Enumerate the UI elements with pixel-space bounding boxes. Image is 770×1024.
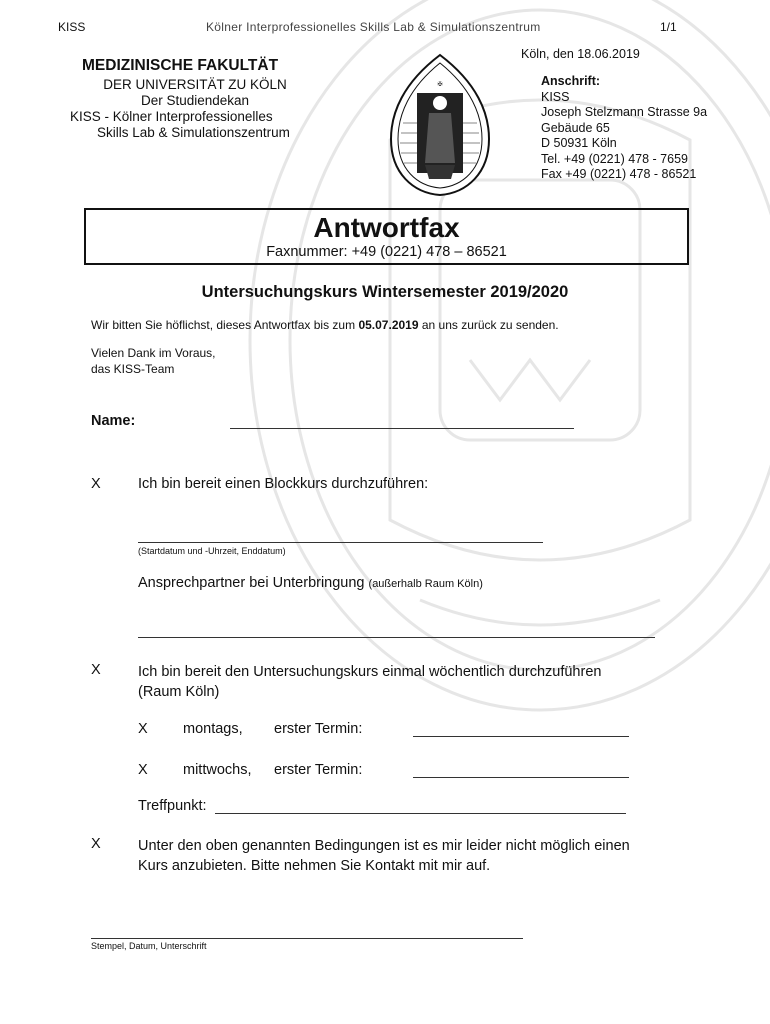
thanks-line-2: das KISS-Team bbox=[91, 361, 175, 376]
signature-caption: Stempel, Datum, Unterschrift bbox=[91, 941, 207, 951]
fax-number: Faxnummer: +49 (0221) 478 – 86521 bbox=[266, 244, 507, 260]
header-center: Kölner Interprofessionelles Skills Lab & Simulationszentrum bbox=[206, 20, 541, 34]
address-block bbox=[541, 74, 707, 183]
request-text bbox=[91, 318, 559, 332]
option-mark[interactable]: X bbox=[91, 476, 101, 492]
decline-line-1: Unter den oben genannten Bedingungen ist es mir leider nicht möglich einen bbox=[138, 838, 630, 854]
address-line: Joseph Stelzmann Strasse 9a bbox=[541, 105, 708, 119]
monday-date-line[interactable] bbox=[413, 736, 629, 737]
fax-title: Antwortfax bbox=[313, 212, 460, 243]
meeting-point-label: Treffpunkt: bbox=[138, 798, 207, 814]
meeting-point-line[interactable] bbox=[215, 813, 626, 814]
contact-note: (außerhalb Raum Köln) bbox=[368, 578, 483, 590]
option-mark[interactable]: X bbox=[138, 721, 148, 737]
address-line: D 50931 Köln bbox=[541, 136, 617, 150]
date-line: Köln, den 18.06.2019 bbox=[521, 47, 640, 61]
option-mark[interactable]: X bbox=[138, 762, 148, 778]
block-course-text: Ich bin bereit einen Blockkurs durchzuführen: bbox=[138, 476, 429, 492]
university-seal-icon bbox=[385, 53, 495, 197]
svg-text:✠: ✠ bbox=[437, 82, 443, 88]
address-line: Gebäude 65 bbox=[541, 120, 610, 135]
request-deadline: 05.07.2019 bbox=[358, 318, 419, 332]
first-date-label: erster Termin: bbox=[274, 762, 363, 778]
contact-line[interactable] bbox=[138, 637, 655, 638]
kiss-line-2: Skills Lab & Simulationszentrum bbox=[97, 125, 290, 140]
signature-line[interactable] bbox=[91, 938, 523, 939]
header-left: KISS bbox=[58, 20, 86, 34]
contact-label bbox=[138, 575, 483, 591]
fax-box bbox=[84, 208, 689, 265]
address-heading: Anschrift: bbox=[541, 74, 601, 88]
weekly-line-1: Ich bin bereit den Untersuchungskurs einmal wöchentlich durchzuführen bbox=[138, 664, 602, 680]
address-line: KISS bbox=[541, 89, 570, 104]
option-mark[interactable]: X bbox=[91, 836, 101, 852]
weekly-line-2: (Raum Köln) bbox=[138, 684, 220, 700]
header-page-number: 1/1 bbox=[660, 20, 677, 34]
wednesday-label: mittwochs, bbox=[183, 762, 252, 778]
block-course-caption: (Startdatum und -Uhrzeit, Enddatum) bbox=[138, 546, 286, 556]
letterhead-block bbox=[60, 77, 330, 141]
block-course-line[interactable] bbox=[138, 542, 543, 543]
option-mark[interactable]: X bbox=[91, 662, 101, 678]
university-name: DER UNIVERSITÄT ZU KÖLN bbox=[103, 77, 287, 92]
course-title: Untersuchungskurs Wintersemester 2019/2020 bbox=[201, 283, 569, 301]
name-line[interactable] bbox=[230, 428, 574, 429]
name-label: Name: bbox=[91, 413, 136, 429]
decline-text bbox=[138, 836, 630, 876]
wednesday-date-line[interactable] bbox=[413, 777, 629, 778]
request-before: Wir bitten Sie höflichst, dieses Antwortfax bis zum bbox=[91, 318, 359, 332]
thanks-line-1: Vielen Dank im Voraus, bbox=[91, 346, 216, 360]
thanks-block bbox=[91, 346, 216, 377]
contact-label-text: Ansprechpartner bei Unterbringung bbox=[138, 575, 365, 591]
dean-title: Der Studiendekan bbox=[140, 93, 250, 108]
request-after: an uns zurück zu senden. bbox=[418, 318, 559, 332]
faculty-name: MEDIZINISCHE FAKULTÄT bbox=[82, 57, 279, 74]
monday-label: montags, bbox=[183, 721, 243, 737]
address-line: Fax +49 (0221) 478 - 86521 bbox=[541, 167, 697, 181]
address-line: Tel. +49 (0221) 478 - 7659 bbox=[541, 151, 688, 166]
weekly-course-text bbox=[138, 662, 601, 702]
kiss-line-1: KISS - Kölner Interprofessionelles bbox=[70, 109, 273, 124]
decline-line-2: Kurs anzubieten. Bitte nehmen Sie Kontakt mit mir auf. bbox=[138, 858, 491, 874]
first-date-label: erster Termin: bbox=[274, 721, 363, 737]
